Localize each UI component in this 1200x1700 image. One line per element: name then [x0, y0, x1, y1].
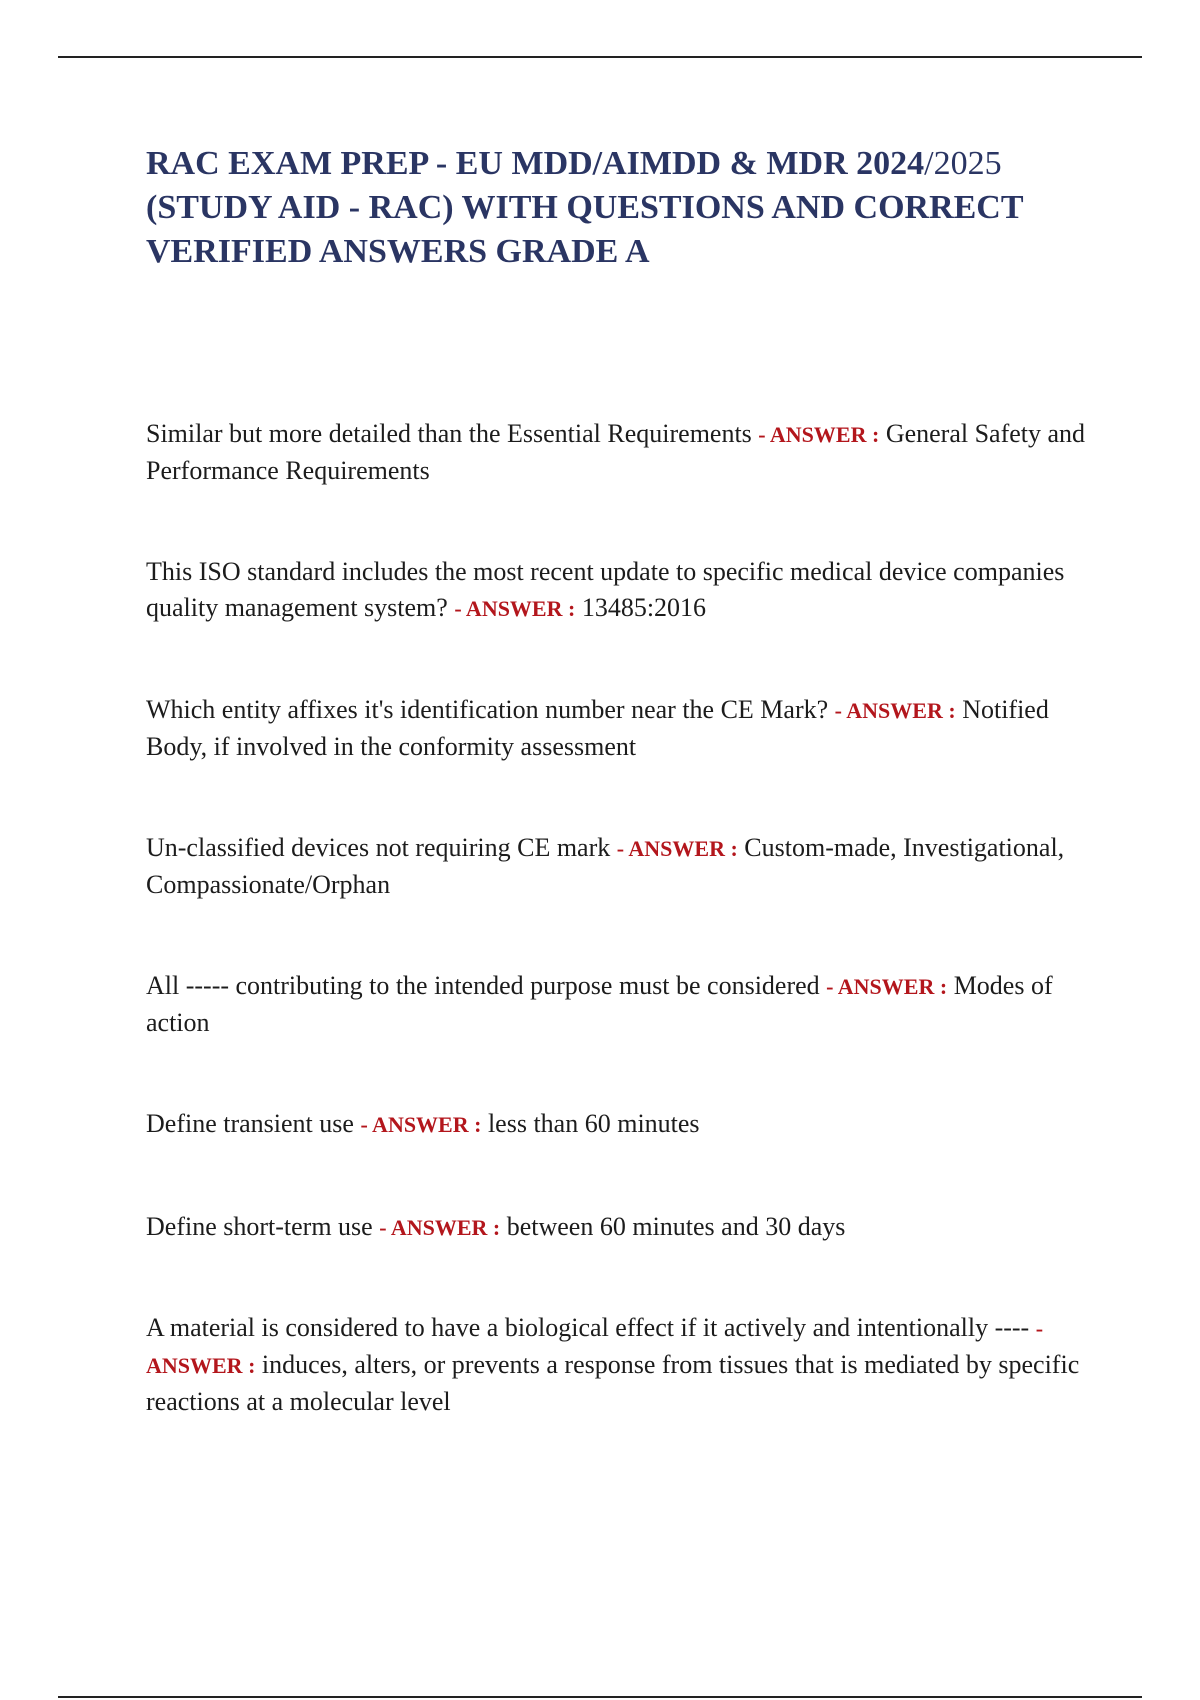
qa-item-6 — [146, 1106, 1096, 1143]
question-text: A material is considered to have a biological effect if it actively and intentionally ---- — [146, 1313, 1030, 1342]
answer-label: - ANSWER : — [826, 974, 948, 999]
answer-text: less than 60 minutes — [487, 1109, 700, 1138]
answer-label: - ANSWER : — [146, 1316, 1044, 1378]
answer-text: induces, alters, or prevents a response from tissues that is mediated by specific reactions at a molecular level — [146, 1350, 1080, 1416]
question-text: Define short-term use — [146, 1212, 373, 1241]
answer-label: - ANSWER : — [379, 1215, 501, 1240]
qa-item-5 — [146, 968, 1096, 1041]
title-bold: RAC EXAM PREP - EU MDD/AIMDD & MDR 2024 — [146, 145, 925, 182]
title-year-suffix: /2025 — [924, 145, 1002, 182]
answer-label: - ANSWER : — [616, 836, 738, 861]
bottom-divider — [58, 1696, 1142, 1698]
answer-label: - ANSWER : — [454, 596, 576, 621]
question-text: Similar but more detailed than the Essential Requirements — [146, 419, 752, 448]
answer-text: Notified Body, if involved in the conformity assessment — [146, 695, 1049, 761]
answer-text: Modes of action — [146, 971, 1053, 1037]
answer-text: Custom-made, Investigational, Compassionate/Orphan — [146, 833, 1065, 899]
qa-item-4 — [146, 830, 1096, 903]
title-rest: (STUDY AID - RAC) WITH QUESTIONS AND CORRECT VERIFIED ANSWERS GRADE A — [146, 189, 1023, 270]
answer-text: General Safety and Performance Requirements — [146, 419, 1086, 485]
document-title — [146, 142, 1106, 274]
qa-item-7 — [146, 1209, 1096, 1246]
answer-label: - ANSWER : — [758, 422, 880, 447]
qa-item-1 — [146, 416, 1096, 489]
question-text: All ----- contributing to the intended purpose must be considered — [146, 971, 820, 1000]
question-text: This ISO standard includes the most recent update to specific medical device companies quality management system? — [146, 557, 1065, 622]
answer-text: between 60 minutes and 30 days — [506, 1212, 846, 1241]
question-text: Which entity affixes it's identification number near the CE Mark? — [146, 695, 829, 724]
top-divider — [58, 56, 1142, 58]
question-text: Un-classified devices not requiring CE mark — [146, 833, 611, 862]
answer-text: 13485:2016 — [581, 593, 707, 622]
answer-label: - ANSWER : — [360, 1112, 482, 1137]
qa-item-2 — [146, 554, 1096, 627]
answer-label: - ANSWER : — [834, 698, 956, 723]
question-text: Define transient use — [146, 1109, 354, 1138]
qa-item-3 — [146, 692, 1096, 765]
qa-item-8 — [146, 1310, 1096, 1420]
